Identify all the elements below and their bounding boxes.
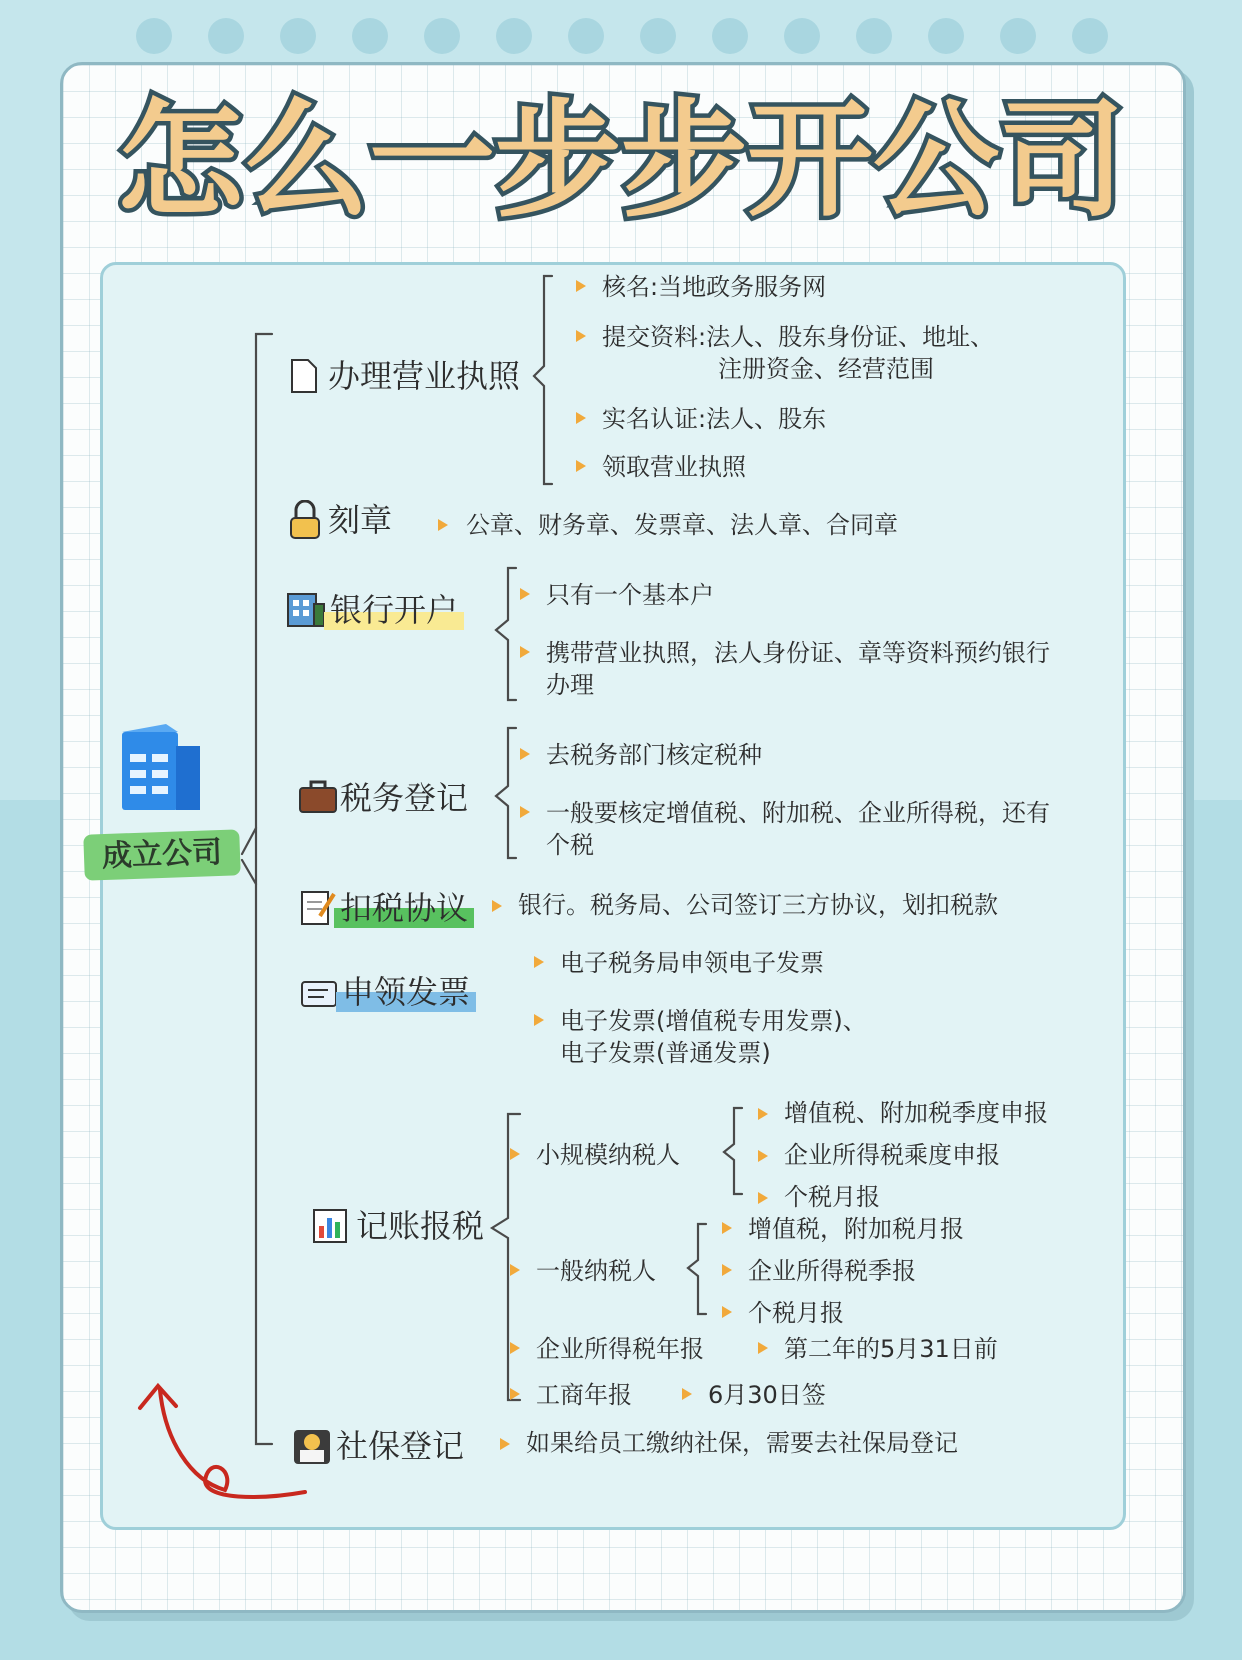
invoice-item: 电子税务局申领电子发票 <box>560 949 824 977</box>
bank-brace <box>496 568 516 700</box>
annual-business-report-label: 工商年报 <box>536 1381 632 1409</box>
bullet-arrow <box>534 956 544 968</box>
briefcase-icon <box>298 780 338 814</box>
branch-social-security: 社保登记 <box>336 1427 465 1465</box>
bullet-arrow <box>520 646 530 658</box>
bullet-arrow <box>722 1264 732 1276</box>
bullet-arrow <box>510 1342 520 1354</box>
bullet-arrow <box>576 412 586 424</box>
bank-item: 携带营业执照，法人身份证、章等资料预约银行 <box>546 639 1050 667</box>
branch-invoice: 申领发票 <box>336 972 476 1012</box>
small-taxpayer-item: 企业所得税乘度申报 <box>784 1141 1000 1169</box>
bullet-arrow <box>682 1388 692 1400</box>
bullet-arrow <box>492 900 502 912</box>
tax-reg-brace <box>496 728 516 858</box>
general-taxpayer-brace <box>688 1224 706 1314</box>
bullet-arrow <box>520 748 530 760</box>
card-icon <box>300 980 338 1008</box>
bullet-arrow <box>500 1438 510 1450</box>
bullet-arrow <box>510 1264 520 1276</box>
invoice-item-continued: 电子发票(普通发票) <box>560 1039 771 1067</box>
bullet-arrow <box>534 1014 544 1026</box>
bullet-arrow <box>438 519 448 531</box>
bullet-arrow <box>758 1150 768 1162</box>
tax-agreement-item: 银行。税务局、公司签订三方协议，划扣税款 <box>518 891 998 919</box>
bank-item-continued: 办理 <box>546 671 594 699</box>
seal-item: 公章、财务章、发票章、法人章、合同章 <box>466 511 898 539</box>
license-brace <box>534 276 552 484</box>
license-item: 核名:当地政务服务网 <box>602 273 827 301</box>
bar-chart-icon <box>312 1208 348 1244</box>
memo-icon <box>300 888 336 926</box>
bullet-arrow <box>510 1148 520 1160</box>
annual-tax-report-deadline: 第二年的5月31日前 <box>784 1335 998 1363</box>
branch-seal: 刻章 <box>328 501 393 539</box>
building-icon <box>116 724 206 812</box>
license-item-continued: 注册资金、经营范围 <box>718 355 934 383</box>
bullet-arrow <box>576 280 586 292</box>
worker-icon <box>292 1428 332 1466</box>
decorative-curly-arrow <box>140 1386 305 1497</box>
general-taxpayer-item: 个税月报 <box>748 1299 844 1327</box>
general-taxpayer-item: 增值税，附加税月报 <box>748 1215 964 1243</box>
bullet-arrow <box>576 460 586 472</box>
main-trunk-line <box>256 334 272 1444</box>
branch-tax-registration: 税务登记 <box>340 779 469 817</box>
general-taxpayer-item: 企业所得税季报 <box>748 1257 916 1285</box>
small-taxpayer-brace <box>724 1108 742 1194</box>
license-item: 实名认证:法人、股东 <box>602 405 827 433</box>
small-taxpayer-item: 个税月报 <box>784 1183 880 1211</box>
annual-business-report-deadline: 6月30日签 <box>708 1381 826 1409</box>
branch-tax-agreement: 扣税协议 <box>334 888 474 928</box>
bullet-arrow <box>520 588 530 600</box>
page-title: 怎么一步步开公司 <box>117 87 1125 234</box>
license-item: 提交资料:法人、股东身份证、地址、 <box>602 323 995 351</box>
tax-reg-item: 去税务部门核定税种 <box>546 741 762 769</box>
bank-item: 只有一个基本户 <box>546 581 714 609</box>
bullet-arrow <box>576 330 586 342</box>
bullet-arrow <box>758 1108 768 1120</box>
bullet-arrow <box>758 1192 768 1204</box>
social-security-item: 如果给员工缴纳社保，需要去社保局登记 <box>526 1429 958 1457</box>
bullet-arrow <box>510 1388 520 1400</box>
branch-license: 办理营业执照 <box>328 357 521 395</box>
branch-bank: 银行开户 <box>324 590 464 630</box>
root-node: 成立公司 <box>83 829 241 880</box>
tax-reg-item-continued: 个税 <box>546 831 594 859</box>
bullet-arrow <box>520 806 530 818</box>
bullet-arrow <box>722 1222 732 1234</box>
annual-tax-report-label: 企业所得税年报 <box>536 1335 704 1363</box>
invoice-item: 电子发票(增值税专用发票)、 <box>560 1007 867 1035</box>
license-item: 领取营业执照 <box>602 453 746 481</box>
small-taxpayer-label: 小规模纳税人 <box>536 1141 680 1169</box>
bullet-arrow <box>722 1306 732 1318</box>
seal-icon <box>288 500 322 540</box>
small-taxpayer-item: 增值税、附加税季度申报 <box>784 1099 1048 1127</box>
branch-bookkeeping: 记账报税 <box>356 1207 485 1245</box>
tax-reg-item: 一般要核定增值税、附加税、企业所得税，还有 <box>546 799 1050 827</box>
document-icon <box>290 358 318 394</box>
bullet-arrow <box>758 1342 768 1354</box>
general-taxpayer-label: 一般纳税人 <box>536 1257 656 1285</box>
bank-building-icon <box>286 590 326 628</box>
